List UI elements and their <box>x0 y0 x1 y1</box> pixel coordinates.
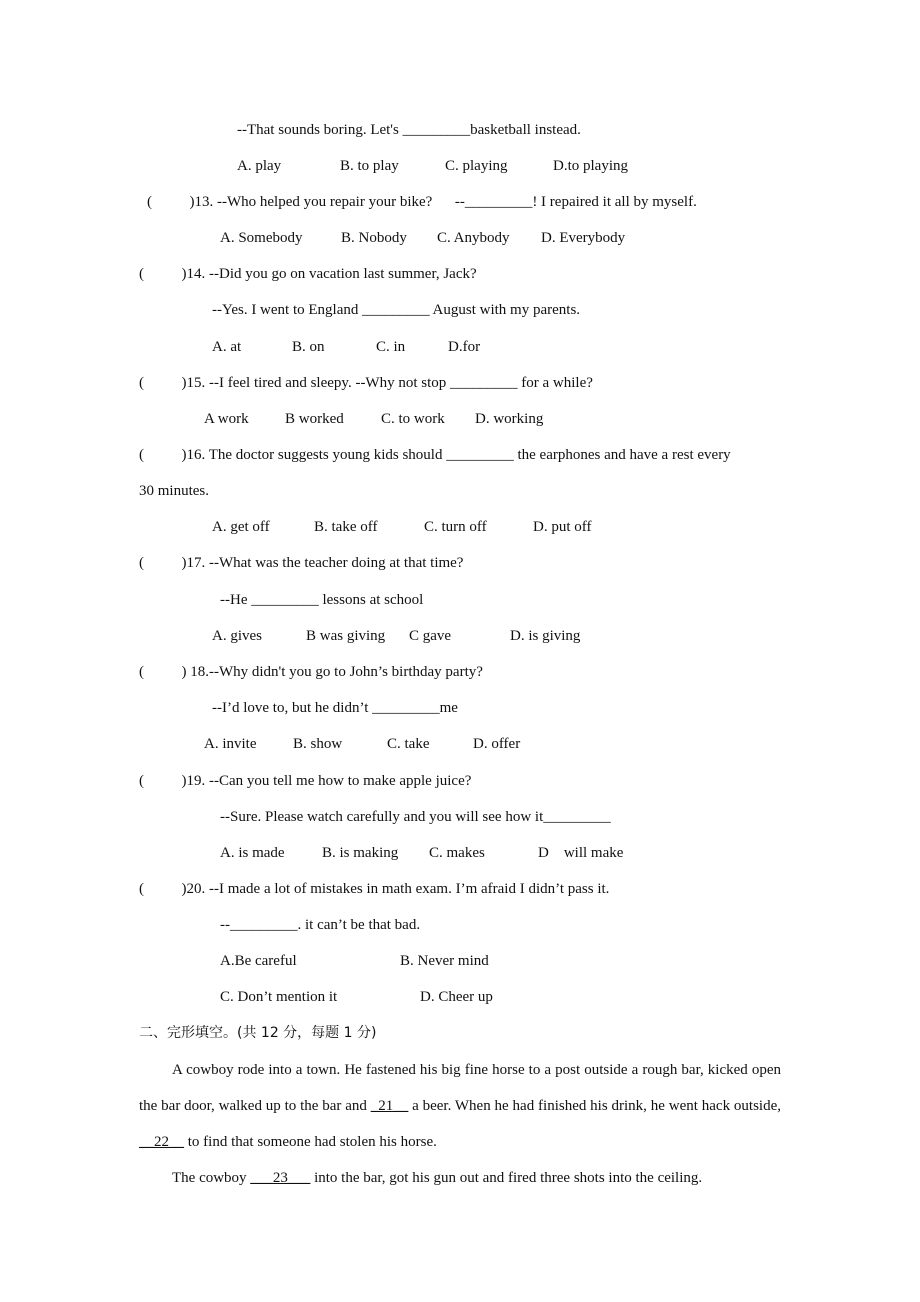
q12-option-b: B. to play <box>340 158 399 174</box>
q13-stem: ( )13. --Who helped you repair your bike? --_________! I repaired it all by myself. <box>147 194 697 210</box>
q14-option-c: C. in <box>376 339 406 355</box>
q12-option-c: C. playing <box>445 158 508 174</box>
q17-option-c: C gave <box>409 628 452 644</box>
passage-text: into the bar, got his gun out and fired three shots into the ceiling. <box>310 1170 703 1186</box>
blank-22: __22__ <box>139 1134 184 1150</box>
q12-option-a: A. play <box>237 158 282 174</box>
q14-reply: --Yes. I went to England _________ August with my parents. <box>212 302 581 318</box>
q20-option-a: A.Be careful <box>220 953 297 969</box>
q13-option-a: A. Somebody <box>220 230 303 246</box>
q13-option-d: D. Everybody <box>541 230 626 246</box>
q18-option-a: A. invite <box>204 736 257 752</box>
q20-stem: ( )20. --I made a lot of mistakes in math exam. I’m afraid I didn’t pass it. <box>139 881 610 897</box>
q13-option-b: B. Nobody <box>341 230 407 246</box>
passage-text: A cowboy rode into a town. He fastened his big fine horse to a post outside a rough bar, kicked open the bar door, walked up to the bar and <box>139 1062 781 1114</box>
q16-option-b: B. take off <box>314 519 378 535</box>
q16-option-a: A. get off <box>212 519 270 535</box>
passage-text: to find that someone had stolen his horse. <box>184 1134 437 1150</box>
q19-option-a: A. is made <box>220 845 285 861</box>
q18-option-d: D. offer <box>473 736 521 752</box>
q17-option-b: B was giving <box>306 628 386 644</box>
q16-stem: ( )16. The doctor suggests young kids should _________ the earphones and have a rest every <box>139 447 731 463</box>
q18-reply: --I’d love to, but he didn’t _________me <box>212 700 458 716</box>
q19-option-c: C. makes <box>429 845 485 861</box>
q18-option-b: B. show <box>293 736 343 752</box>
q20-reply: --_________. it can’t be that bad. <box>220 917 421 933</box>
q15-option-c: C. to work <box>381 411 445 427</box>
q14-option-a: A. at <box>212 339 242 355</box>
q20-option-c: C. Don’t mention it <box>220 989 338 1005</box>
q19-stem: ( )19. --Can you tell me how to make apple juice? <box>139 773 472 789</box>
q18-stem: ( ) 18.--Why didn't you go to John’s birthday party? <box>139 664 483 680</box>
q14-option-d: D.for <box>448 339 481 355</box>
passage-paragraph-1 <box>139 1052 781 1160</box>
passage-text: The cowboy <box>172 1170 251 1186</box>
q19-reply: --Sure. Please watch carefully and you will see how it_________ <box>220 809 611 825</box>
section-heading-cloze: 二、完形填空。(共 12 分，每题 1 分) <box>139 1025 377 1041</box>
q15-option-b: B worked <box>285 411 344 427</box>
q15-stem: ( )15. --I feel tired and sleepy. --Why not stop _________ for a while? <box>139 375 593 391</box>
q19-option-b: B. is making <box>322 845 399 861</box>
q17-option-a: A. gives <box>212 628 262 644</box>
q15-option-a: A work <box>204 411 249 427</box>
q17-stem: ( )17. --What was the teacher doing at that time? <box>139 555 464 571</box>
q15-option-d: D. working <box>475 411 544 427</box>
passage-text: a beer. When he had finished his drink, he went hack outside, <box>408 1098 781 1114</box>
blank-21: _21__ <box>370 1098 409 1114</box>
q17-reply: --He _________ lessons at school <box>220 592 424 608</box>
q20-option-b: B. Never mind <box>400 953 489 969</box>
q16-option-d: D. put off <box>533 519 592 535</box>
passage-paragraph-2 <box>139 1160 781 1196</box>
q14-option-b: B. on <box>292 339 325 355</box>
q17-option-d: D. is giving <box>510 628 581 644</box>
q13-option-c: C. Anybody <box>437 230 510 246</box>
q12-reply: --That sounds boring. Let's _________basketball instead. <box>237 122 581 138</box>
q12-option-d: D.to playing <box>553 158 628 174</box>
blank-23: ___23___ <box>250 1170 311 1186</box>
q19-option-d: D will make <box>538 845 624 861</box>
q18-option-c: C. take <box>387 736 430 752</box>
q14-stem: ( )14. --Did you go on vacation last summer, Jack? <box>139 266 477 282</box>
q16-stem-continued: 30 minutes. <box>139 483 209 499</box>
q20-option-d: D. Cheer up <box>420 989 493 1005</box>
q16-option-c: C. turn off <box>424 519 487 535</box>
